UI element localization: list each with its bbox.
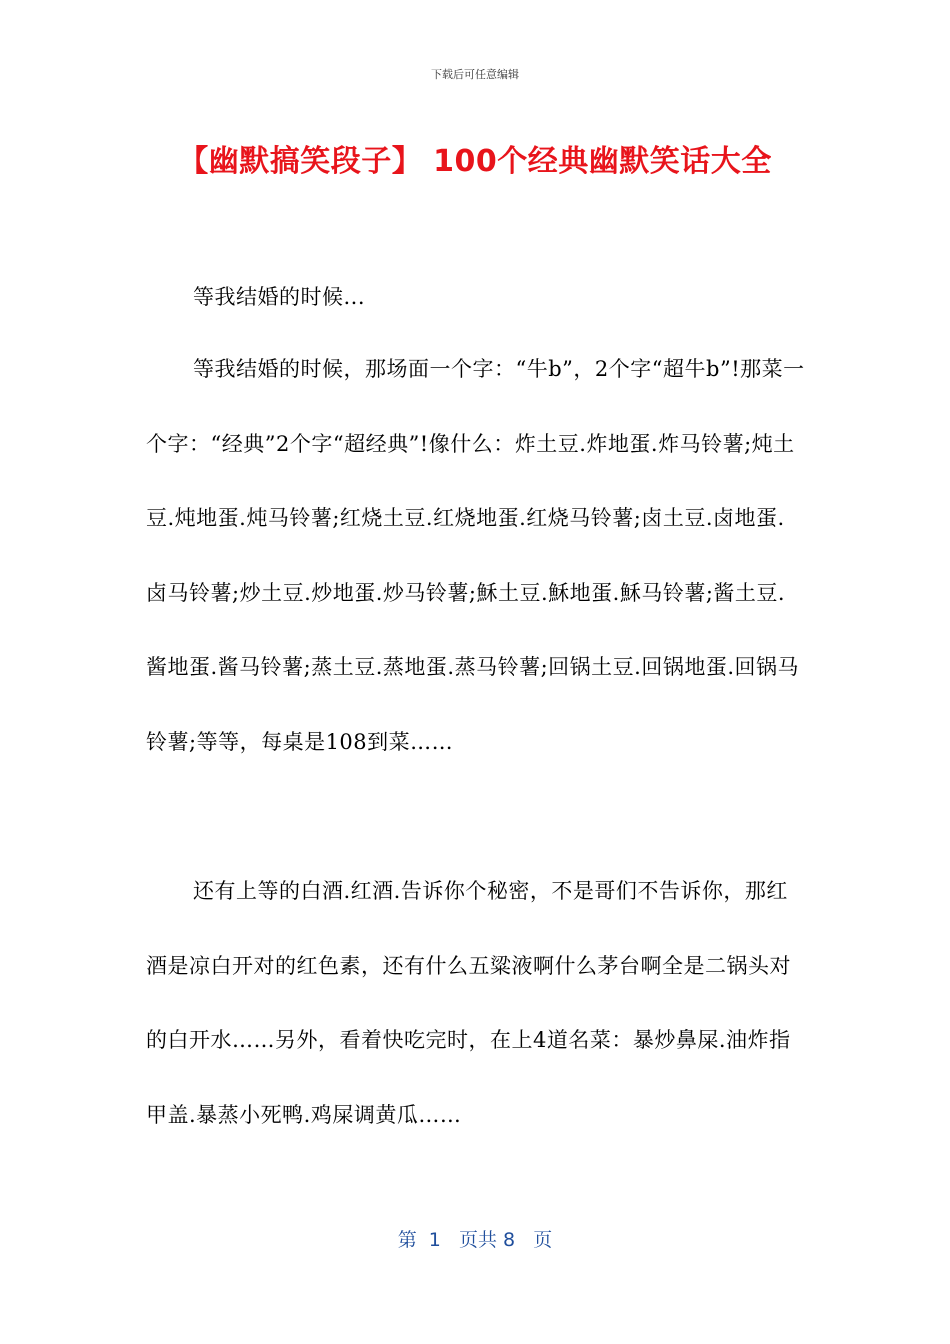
paragraph-intro: 等我结婚的时候... [193, 285, 366, 309]
document-title: 【幽默搞笑段子】 100个经典幽默笑话大全 [178, 144, 772, 179]
paragraph-drinks: 还有上等的白酒.红酒.告诉你个秘密，不是哥们不告诉你，那红酒是凉白开对的红色素，还有什么五粱液啊什么茅台啊全是二锅头对的白开水……另外，看着快吃完时，在上4道名菜：暴炒鼻屎.油炸指甲盖.暴蒸小死鸭.鸡屎调黄瓜…… [146, 879, 791, 1127]
page-number-footer: 第 1 页共 8 页 [397, 1229, 553, 1251]
page-header-note: 下载后可任意编辑 [431, 68, 519, 81]
paragraph-menu: 等我结婚的时候，那场面一个字：“牛b”，2个字“超牛b”!那菜一个字：“经典”2个字“超经典”!像什么：炸土豆.炸地蛋.炸马铃薯;炖土豆.炖地蛋.炖马铃薯;红烧土豆.红烧地蛋.红烧马铃薯;卤土豆.卤地蛋.卤马铃薯;炒土豆.炒地蛋.炒马铃薯;穌土豆.穌地蛋.穌马铃薯;酱土豆.酱地蛋.酱马铃薯;蒸土豆.蒸地蛋.蒸马铃薯;回锅土豆.回锅地蛋.回锅马铃薯;等等，每桌是108到菜…… [146, 357, 805, 754]
